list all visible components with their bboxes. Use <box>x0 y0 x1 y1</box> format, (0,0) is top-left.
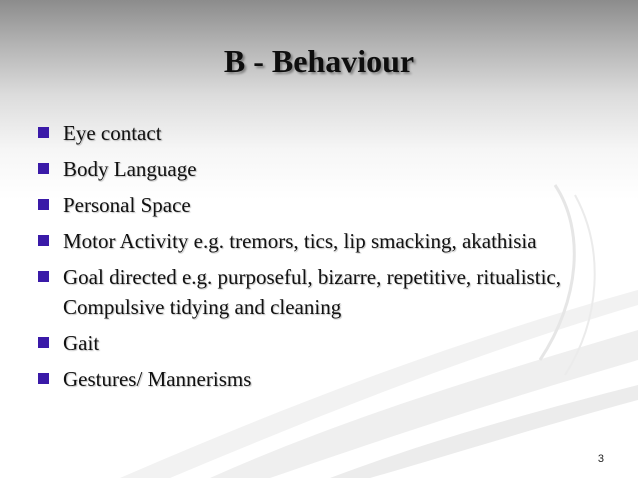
bullet-item <box>38 118 608 148</box>
page-number: 3 <box>597 453 604 465</box>
bullet-item <box>38 154 608 184</box>
bullet-item <box>38 364 608 394</box>
square-bullet-icon <box>38 337 49 348</box>
bullet-text: Gestures/ Mannerisms <box>63 367 252 391</box>
bullet-item <box>38 262 608 322</box>
bullet-text: Body Language <box>63 157 197 181</box>
bullet-list <box>38 118 608 400</box>
square-bullet-icon <box>38 235 49 246</box>
square-bullet-icon <box>38 199 49 210</box>
bullet-text: Motor Activity e.g. tremors, tics, lip smacking, akathisia <box>63 229 537 253</box>
bullet-item <box>38 190 608 220</box>
slide-title: B - Behaviour <box>223 43 415 79</box>
bullet-item <box>38 226 608 256</box>
square-bullet-icon <box>38 271 49 282</box>
bullet-text: Eye contact <box>63 121 162 145</box>
bullet-item <box>38 328 608 358</box>
square-bullet-icon <box>38 373 49 384</box>
square-bullet-icon <box>38 127 49 138</box>
bullet-text: Personal Space <box>63 193 191 217</box>
bullet-text: Goal directed e.g. purposeful, bizarre, repetitive, ritualistic, Compulsive tidying and cleaning <box>63 265 561 319</box>
square-bullet-icon <box>38 163 49 174</box>
bullet-text: Gait <box>63 331 100 355</box>
